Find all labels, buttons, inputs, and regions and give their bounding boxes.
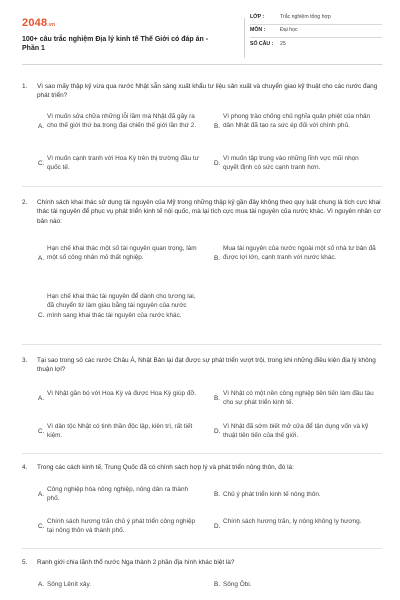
option-4b[interactable] xyxy=(214,490,376,499)
question-separator xyxy=(22,186,382,187)
question-4 xyxy=(22,463,382,472)
option-1b[interactable] xyxy=(214,112,376,131)
option-text: Vì phong trào chống chủ nghĩa quân phiệt của nhân dân Nhật đã tạo ra sức ép đối với chính phủ. xyxy=(223,113,371,130)
meta-value: Đại học xyxy=(280,27,298,34)
option-3c[interactable] xyxy=(38,422,200,441)
option-letter: C. xyxy=(38,160,45,167)
question-2 xyxy=(22,198,382,226)
logo-suffix: .vn xyxy=(47,22,56,28)
meta-key: SỐ CÂU : xyxy=(250,40,274,47)
option-letter: B. xyxy=(214,123,221,130)
option-text: Vì muốn cạnh tranh với Hoa Kỳ trên thị trường đầu tư quốc tế. xyxy=(47,155,199,172)
option-text: Sông Lênít xây. xyxy=(47,581,91,588)
option-text: Vì muốn sửa chữa những lỗi lầm mà Nhật đã gây ra cho thế giới thứ ba trong đại chiến thế giới lần thứ 2. xyxy=(47,113,197,130)
meta-row-count xyxy=(250,38,382,51)
option-4c[interactable] xyxy=(38,517,200,536)
option-text: Sông Ôbi. xyxy=(223,581,252,588)
option-text: Công nghiệp hóa nông nghiệp, nông dân ra thành phố. xyxy=(47,486,189,503)
option-letter: A. xyxy=(38,491,45,498)
option-letter: B. xyxy=(214,395,221,402)
meta-value: 25 xyxy=(280,40,286,47)
option-letter: C. xyxy=(38,312,45,319)
question-number: 5. xyxy=(22,559,28,566)
option-text: Vì Nhật đã sớm biết mở cửa để tận dụng vốn và kỹ thuật tiên tiến của thế giới. xyxy=(223,423,369,440)
option-1d[interactable] xyxy=(214,154,376,173)
option-letter: D. xyxy=(214,428,221,435)
option-3b[interactable] xyxy=(214,389,376,408)
question-number: 3. xyxy=(22,357,28,364)
option-letter: C. xyxy=(38,428,45,435)
question-text: Tại sao trong số các nước Châu Á, Nhật Bản lại đạt được sự phát triển vượt trội, trong khi những điều kiện địa lý không thuận lợi? xyxy=(37,357,376,374)
option-text: Mua tài nguyên của nước ngoài một số nhà tư bản đã được lợi lớn, cạnh tranh với nước khác. xyxy=(223,245,376,262)
question-separator xyxy=(22,344,382,345)
question-3 xyxy=(22,356,382,375)
option-text: Vì dân tộc Nhật có tinh thần độc lập, kiên trì, rất tiết kiệm. xyxy=(47,423,193,440)
question-text: Vì sao mấy thập kỷ vừa qua nước Nhật sẵn sàng xuất khẩu tư liệu sản xuất và chuyển giao kỹ thuật cho các nước đang phát triển? xyxy=(37,83,378,100)
site-logo[interactable] xyxy=(22,16,55,32)
option-4a[interactable] xyxy=(38,485,200,504)
option-3d[interactable] xyxy=(214,422,376,441)
header-bottom-divider xyxy=(22,64,382,65)
option-4d[interactable] xyxy=(214,517,376,531)
question-5 xyxy=(22,558,382,567)
option-letter: A. xyxy=(38,123,45,130)
question-separator xyxy=(22,453,382,454)
option-letter: D. xyxy=(214,160,221,167)
logo-main: 2048 xyxy=(22,17,48,29)
option-3a[interactable] xyxy=(38,389,200,403)
option-5a[interactable] xyxy=(38,580,200,589)
document-title: 100+ câu trắc nghiệm Địa lý kinh tế Thế Giới có đáp án - Phần 1 xyxy=(22,36,209,53)
question-separator xyxy=(22,548,382,549)
option-letter: B. xyxy=(214,491,221,498)
option-text: Vì muốn tập trung vào những lĩnh vực mũi nhọn quyết định có sức cạnh tranh hơn. xyxy=(223,155,359,172)
option-letter: A. xyxy=(38,581,45,588)
question-text: Ranh giới chia lãnh thổ nước Nga thành 2 phần địa hình khác biệt là? xyxy=(37,559,235,566)
question-number: 2. xyxy=(22,199,28,206)
question-text: Trong các cách kinh tế, Trung Quốc đã có chính sách hợp lý và phát triển nông thôn, đó là: xyxy=(37,464,294,471)
option-2a[interactable] xyxy=(38,244,200,263)
option-2c[interactable] xyxy=(38,292,200,320)
option-5b[interactable] xyxy=(214,580,376,589)
option-text: Vì Nhật gần bó với Hoa Kỳ và được Hoa Kỳ giúp đỡ. xyxy=(47,390,197,397)
question-text: Chính sách khai thác sử dụng tài nguyên của Mỹ trong những thập kỷ gần đây không theo quy luật chung là tích cực khai thác tài nguyên để phục vụ phát triển kinh tế nội quốc, mà lại tích cực mua tài nguyên của nước khác. Vì nguyên nhân cơ bản nào: xyxy=(37,199,381,225)
option-text: Chính sách hương trấn chủ ý phát triển công nghiệp tại nông thôn và thành phố. xyxy=(47,518,196,535)
option-letter: B. xyxy=(214,255,221,262)
option-2b[interactable] xyxy=(214,244,376,263)
option-letter: B. xyxy=(214,581,221,588)
question-1 xyxy=(22,82,382,101)
meta-row-class xyxy=(250,12,382,25)
meta-value: Trắc nghiệm tổng hợp xyxy=(280,14,331,21)
option-text: Hạn chế khai thác một số tài nguyên quan trọng, làm một số công nhân mỏ thất nghiệp. xyxy=(47,245,197,262)
question-number: 1. xyxy=(22,83,28,90)
option-letter: A. xyxy=(38,255,45,262)
question-number: 4. xyxy=(22,464,28,471)
option-1c[interactable] xyxy=(38,154,200,173)
option-text: Hạn chế khai thác tài nguyên để dành cho tương lai, đã chuyển từ làm giàu bằng tài nguyên của nước mình sang khai thác tài nguyên của nước khác. xyxy=(47,293,196,319)
option-1a[interactable] xyxy=(38,112,200,131)
header-divider xyxy=(244,18,245,58)
meta-key: LỚP : xyxy=(250,14,265,21)
option-letter: C. xyxy=(38,523,45,530)
meta-table xyxy=(250,12,382,51)
option-letter: D. xyxy=(214,523,221,530)
document-header xyxy=(22,12,382,60)
option-text: Chủ ý phát triển kinh tế nông thôn. xyxy=(223,491,321,498)
option-text: Vì Nhật có một nền công nghiệp tiên tiến làm đầu tàu cho sự phát triển kinh tế. xyxy=(223,390,374,407)
meta-key: MÔN : xyxy=(250,27,266,34)
option-letter: A. xyxy=(38,395,45,402)
meta-row-subject xyxy=(250,25,382,38)
option-text: Chính sách hương trấn, ly nông không ly hương. xyxy=(223,518,362,525)
